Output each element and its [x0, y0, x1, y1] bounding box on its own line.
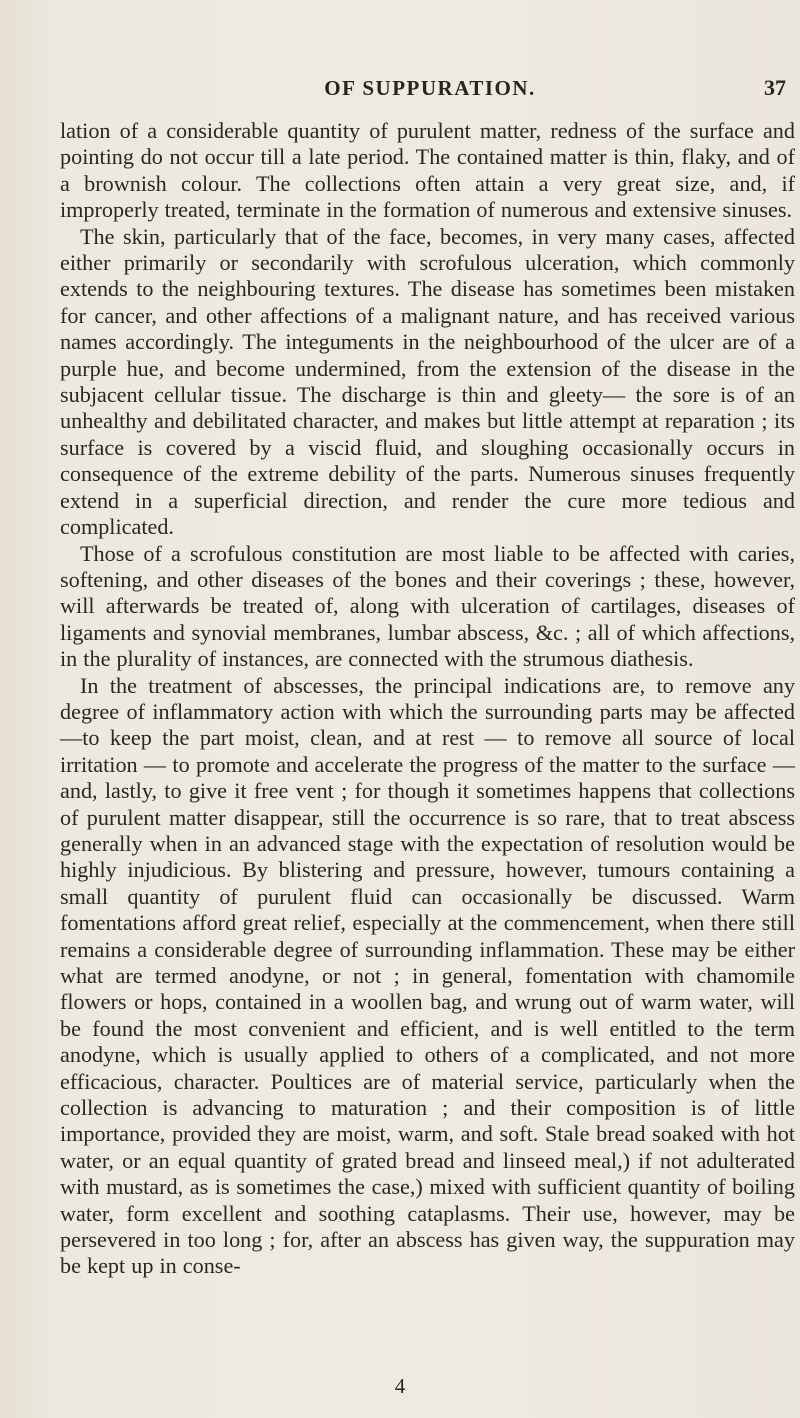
running-head — [60, 76, 800, 106]
paragraph-continued: lation of a considerable quantity of purulent matter, redness of the surface and pointing do not occur till a late period. The contained matter is thin, flaky, and of a brownish colour. The collections often attain a very great size, and, if improperly treated, terminate in the formation of numerous and extensive sinuses. — [60, 118, 795, 223]
body-text — [60, 118, 795, 1280]
paragraph-scrofulous-constitution: Those of a scrofulous constitution are most liable to be affected with caries, softening, and other diseases of the bones and their coverings ; these, however, will afterwards be treated of, along with ulceration of cartilages, diseases of ligaments and synovial membranes, lumbar abscess, &c. ; all of which affections, in the plurality of instances, are connected with the strumous diathesis. — [60, 540, 795, 672]
page-number: 37 — [764, 75, 786, 100]
running-title: OF SUPPURATION. — [324, 76, 536, 100]
paragraph-treatment-of-abscesses: In the treatment of abscesses, the principal indications are, to remove any degree of inflammatory action with which the surrounding parts may be affected —to keep the part moist, clean, and at rest — to remove all source of local irritation — to promote and accelerate the progress of the matter to the surface — and, lastly, to give it free vent ; for though it sometimes happens that collections of purulent matter disappear, still the occurrence is so rare, that to treat abscess generally when in an advanced stage with the expectation of resolution would be highly injudicious. By blistering and pressure, however, tumours containing a small quantity of purulent fluid can occasionally be discussed. Warm fomentations afford great relief, especially at the commencement, when there still remains a considerable degree of surrounding inflammation. These may be either what are termed anodyne, or not ; in general, fomentation with chamomile flowers or hops, contained in a woollen bag, and wrung out of warm water, will be found the most convenient and efficient, and is well entitled to the term anodyne, which is usually applied to others of a complicated, and not more efficacious, character. Poultices are of material service, particularly when the collection is advancing to maturation ; and their composition is of little importance, provided they are moist, warm, and soft. Stale bread soaked with hot water, or an equal quantity of grated bread and linseed meal,) if not adulterated with mustard, as is sometimes the case,) mixed with sufficient quantity of boiling water, form excellent and soothing cataplasms. Their use, however, may be persevered in too long ; for, after an abscess has given way, the suppuration may be kept up in conse- — [60, 672, 795, 1279]
paragraph-skin-ulceration: The skin, particularly that of the face, becomes, in very many cases, affected either primarily or secondarily with scrofulous ulceration, which commonly extends to the neighbouring textures. The disease has sometimes been mistaken for cancer, and other affections of a malignant nature, and has received various names accordingly. The integuments in the neighbourhood of the ulcer are of a purple hue, and become undermined, from the extension of the disease in the subjacent cellular tissue. The discharge is thin and gleety— the sore is of an unhealthy and debilitated character, and makes but little attempt at reparation ; its surface is covered by a viscid fluid, and sloughing occasionally occurs in consequence of the extreme debility of the parts. Numerous sinuses frequently extend in a superficial direction, and render the cure more tedious and complicated. — [60, 223, 795, 540]
signature-mark: 4 — [394, 1374, 406, 1398]
